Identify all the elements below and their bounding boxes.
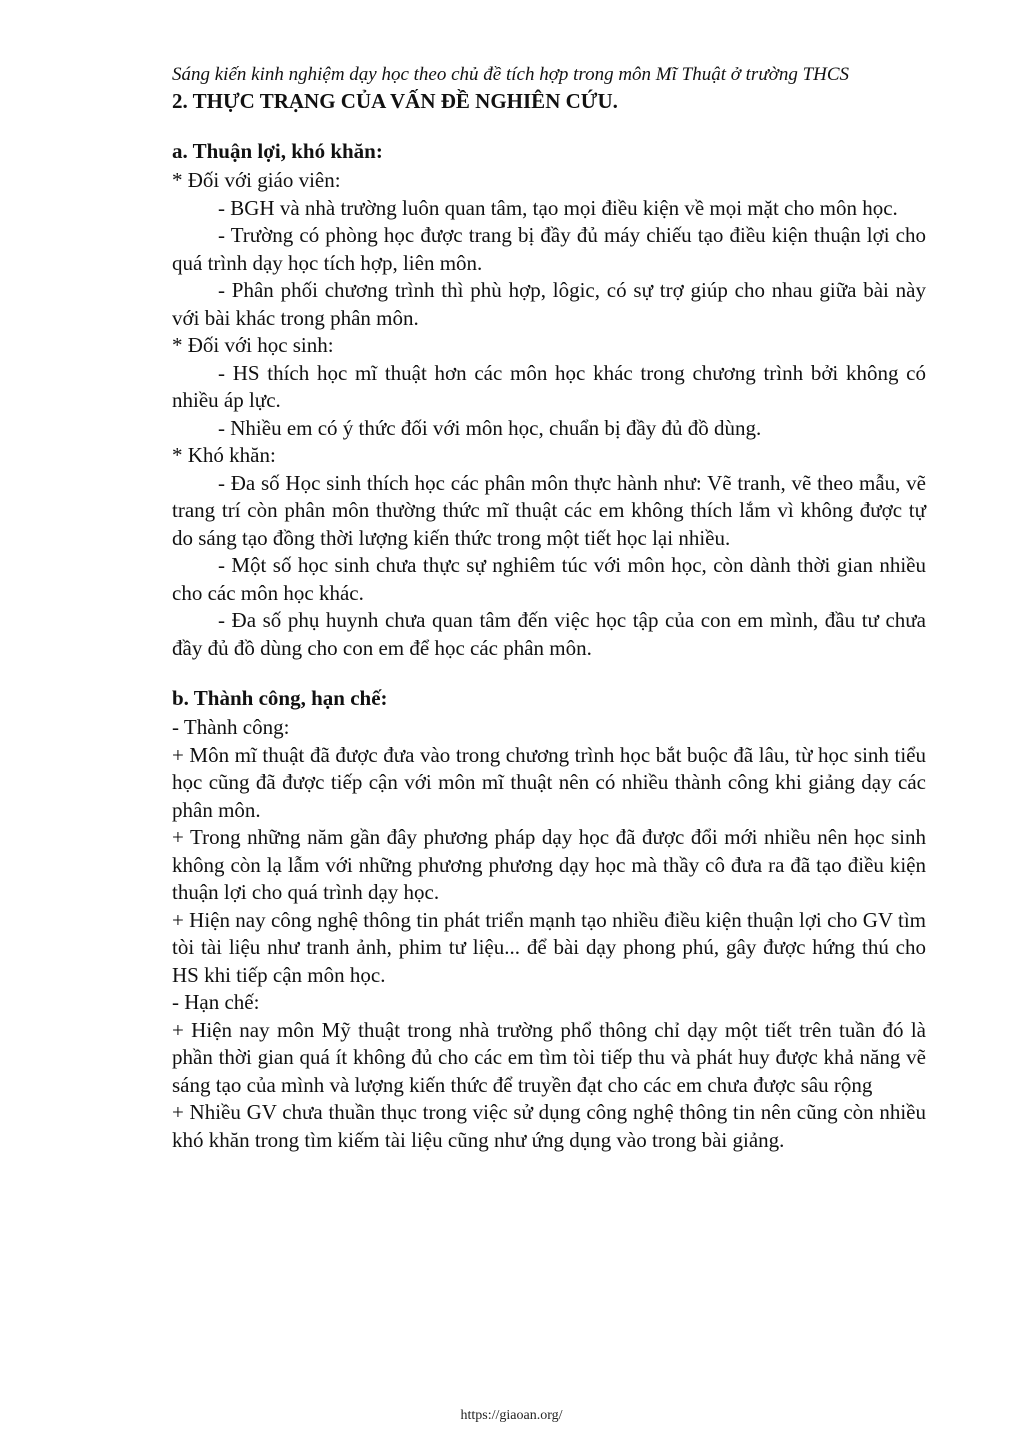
difficulties-label: * Khó khăn: bbox=[172, 443, 276, 467]
subsection-b-heading: b. Thành công, hạn chế: bbox=[172, 686, 388, 710]
success-label: - Thành công: bbox=[172, 715, 290, 739]
paragraph: + Môn mĩ thuật đã được đưa vào trong chương trình học bắt buộc đã lâu, từ học sinh tiểu học cũng đã được tiếp cận với môn mĩ thuật nên có nhiều thành công khi giảng dạy các phân môn. bbox=[172, 742, 926, 822]
paragraph: - Đa số Học sinh thích học các phân môn thực hành như: Vẽ tranh, vẽ theo mẫu, vẽ trang trí còn phân môn thường thức mĩ thuật các em không thích lắm vì không được tự do sáng tạo đồng thời lượng kiến thức trong một tiết học lại nhiều. bbox=[172, 470, 926, 550]
section-heading: 2. THỰC TRẠNG CỦA VẤN ĐỀ NGHIÊN CỨU. bbox=[172, 89, 618, 113]
paragraph: - Phân phối chương trình thì phù hợp, lôgic, có sự trợ giúp cho nhau giữa bài này với bài khác trong phân môn. bbox=[172, 278, 926, 330]
paragraph: - Nhiều em có ý thức đối với môn học, chuẩn bị đầy đủ đồ dùng. bbox=[218, 415, 762, 440]
paragraph: + Trong những năm gần đây phương pháp dạy học đã được đổi mới nhiều nên học sinh không còn lạ lẫm với những phương phương dạy học mà thầy cô đưa ra đã tạo điều kiện thuận lợi cho quá trình dạy học. bbox=[172, 825, 926, 904]
paragraph: + Hiện nay môn Mỹ thuật trong nhà trường phổ thông chỉ dạy một tiết trên tuần đó là phần thời gian quá ít không đủ cho các em tìm tòi tiếp thu và phát huy được khả năng vẽ sáng tạo của mình và lượng kiến thức để truyền đạt cho các em chưa được sâu rộng bbox=[172, 1017, 926, 1097]
paragraph: + Hiện nay công nghệ thông tin phát triển mạnh tạo nhiều điều kiện thuận lợi cho GV tìm tòi tài liệu như tranh ảnh, phim tư liệu... để bài dạy phong phú, gây được hứng thú cho HS khi tiếp cận môn học. bbox=[172, 907, 926, 987]
footer-url: https://giaoan.org/ bbox=[460, 1408, 563, 1423]
paragraph: - HS thích học mĩ thuật hơn các môn học khác trong chương trình bởi không có nhiều áp lực. bbox=[172, 360, 926, 412]
paragraph: + Nhiều GV chưa thuần thục trong việc sử dụng công nghệ thông tin nên cũng còn nhiều khó khăn trong tìm kiếm tài liệu cũng như ứng dụng vào trong bài giảng. bbox=[172, 1100, 926, 1152]
paragraph: - Đa số phụ huynh chưa quan tâm đến việc học tập của con em mình, đầu tư chưa đầy đủ đồ dùng cho con em để học các phân môn. bbox=[172, 608, 926, 660]
limits-label: - Hạn chế: bbox=[172, 990, 260, 1014]
document-page bbox=[172, 62, 926, 1154]
paragraph: - Trường có phòng học được trang bị đầy đủ máy chiếu tạo điều kiện thuận lợi cho quá trình dạy học tích hợp, liên môn. bbox=[172, 223, 926, 275]
paragraph: - Một số học sinh chưa thực sự nghiêm túc với môn học, còn dành thời gian nhiều cho các môn học khác. bbox=[172, 553, 926, 605]
running-header: Sáng kiến kinh nghiệm dạy học theo chủ đề tích hợp trong môn Mĩ Thuật ở trường THCS bbox=[172, 64, 850, 85]
subsection-a-heading: a. Thuận lợi, khó khăn: bbox=[172, 139, 383, 163]
paragraph: - BGH và nhà trường luôn quan tâm, tạo mọi điều kiện về mọi mặt cho môn học. bbox=[218, 195, 898, 220]
teachers-label: * Đối với giáo viên: bbox=[172, 168, 341, 192]
students-label: * Đối với học sinh: bbox=[172, 333, 334, 357]
